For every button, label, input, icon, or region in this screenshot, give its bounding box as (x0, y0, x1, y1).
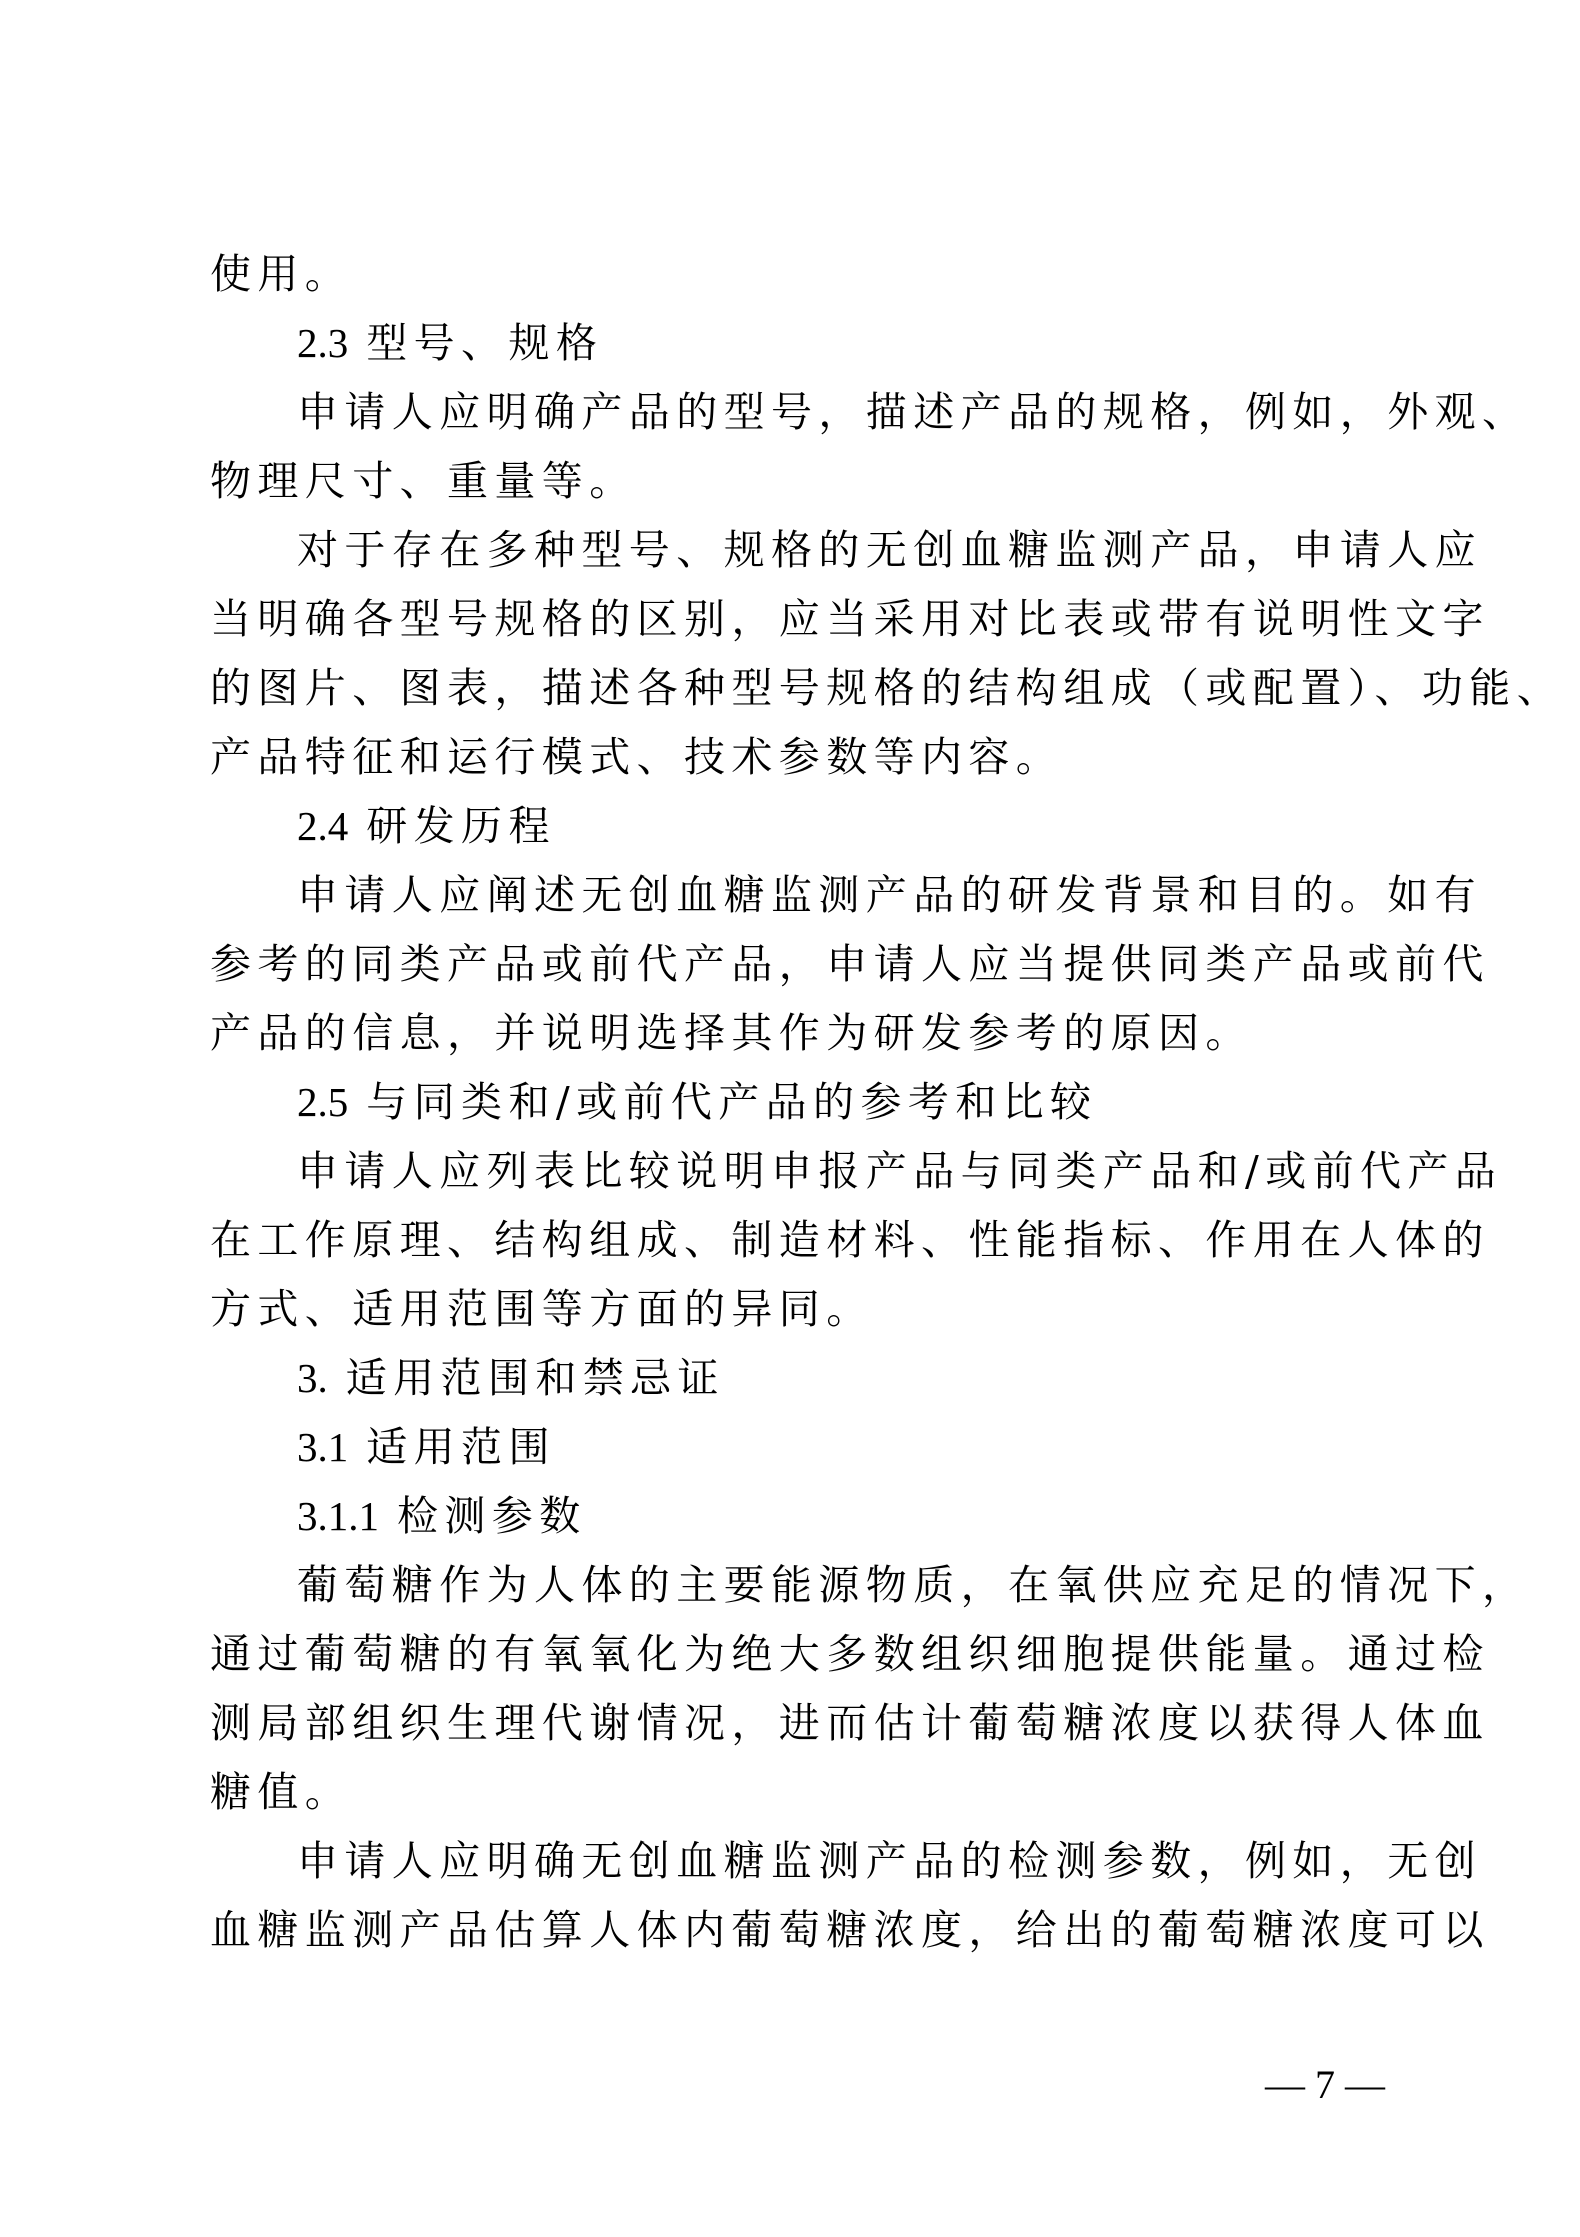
paragraph-line: 通过葡萄糖的有氧氧化为绝大多数组织细胞提供能量。通过检 (210, 1630, 1490, 1678)
paragraph-line: 糖值。 (210, 1768, 353, 1816)
paragraph-line: 测局部组织生理代谢情况，进而估计葡萄糖浓度以获得人体血 (210, 1699, 1490, 1747)
section-heading (210, 1068, 1385, 1137)
section-number: 2.4 (297, 803, 349, 849)
section-title: 检测参数 (397, 1492, 587, 1540)
paragraph-line: 申请人应明确产品的型号，描述产品的规格，例如，外观、 (297, 388, 1530, 436)
section-heading (210, 1344, 1385, 1413)
section-heading (210, 1482, 1385, 1551)
section-title: 型号、规格 (366, 319, 604, 367)
paragraph-line: 申请人应明确无创血糖监测产品的检测参数，例如，无创 (297, 1837, 1482, 1885)
paragraph-line: 在工作原理、结构组成、制造材料、性能指标、作用在人体的 (210, 1216, 1490, 1264)
paragraph-line: 对于存在多种型号、规格的无创血糖监测产品，申请人应 (297, 526, 1482, 574)
section-number: 3.1.1 (297, 1493, 379, 1539)
paragraph-line: 葡萄糖作为人体的主要能源物质，在氧供应充足的情况下， (297, 1561, 1530, 1609)
paragraph-line: 当明确各型号规格的区别，应当采用对比表或带有说明性文字 (210, 595, 1490, 643)
paragraph-line: 方式、适用范围等方面的异同。 (210, 1285, 874, 1333)
section-number: 2.3 (297, 320, 349, 366)
section-title: 与同类和/或前代产品的参考和比较 (366, 1078, 1098, 1126)
section-heading (210, 309, 1385, 378)
paragraph-line: 使用。 (210, 250, 353, 298)
paragraph-line: 申请人应列表比较说明申报产品与同类产品和/或前代产品 (297, 1147, 1503, 1195)
section-number: 3.1 (297, 1424, 349, 1470)
paragraph-line: 产品的信息，并说明选择其作为研发参考的原因。 (210, 1009, 1253, 1057)
section-number: 2.5 (297, 1079, 349, 1125)
document-body (210, 240, 1565, 1965)
section-heading (210, 1413, 1385, 1482)
section-title: 适用范围 (366, 1423, 556, 1471)
section-number: 3. (297, 1355, 328, 1401)
paragraph-line: 申请人应阐述无创血糖监测产品的研发背景和目的。如有 (297, 871, 1482, 919)
paragraph-line: 物理尺寸、重量等。 (210, 457, 637, 505)
page-number: — 7 — (1265, 2062, 1385, 2107)
section-heading (210, 792, 1385, 861)
paragraph-line: 的图片、图表，描述各种型号规格的结构组成（或配置）、功能、 (210, 664, 1565, 712)
section-title: 适用范围和禁忌证 (345, 1354, 725, 1402)
paragraph-line: 参考的同类产品或前代产品，申请人应当提供同类产品或前代 (210, 940, 1490, 988)
section-title: 研发历程 (366, 802, 556, 850)
paragraph-line: 血糖监测产品估算人体内葡萄糖浓度，给出的葡萄糖浓度可以 (210, 1906, 1490, 1954)
paragraph-line: 产品特征和运行模式、技术参数等内容。 (210, 733, 1064, 781)
